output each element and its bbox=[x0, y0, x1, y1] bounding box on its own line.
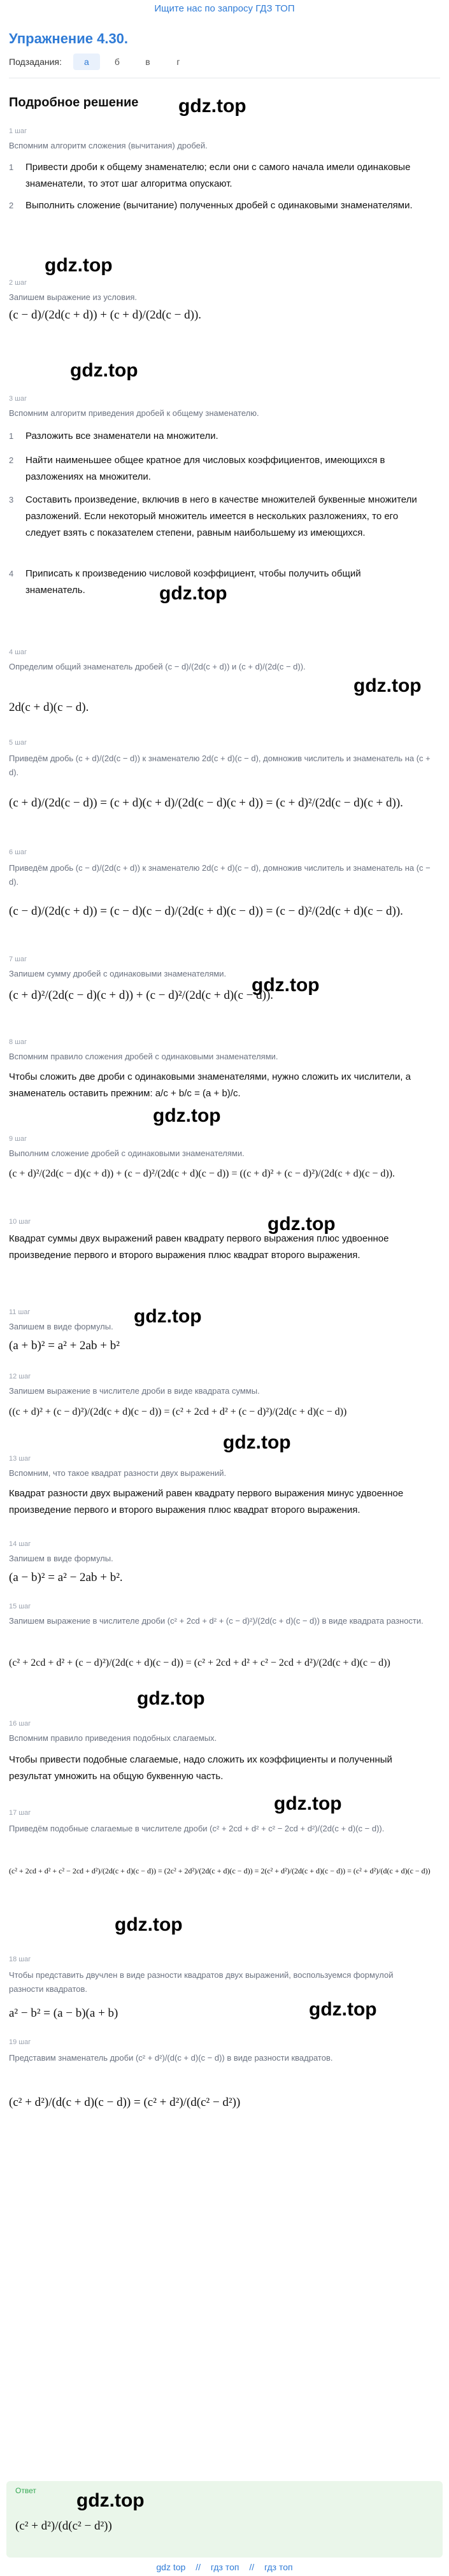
search-hint-link[interactable]: Ищите нас по запросу ГДЗ ТОП bbox=[154, 3, 295, 14]
watermark: gdz.top bbox=[76, 2490, 145, 2511]
step-label: 12 шаг bbox=[9, 1373, 31, 1380]
tab-subtask-g[interactable]: г bbox=[176, 57, 180, 67]
formula: (c − d)/(2d(c + d)) + (c + d)/(2d(c − d)). bbox=[9, 308, 202, 322]
watermark: gdz.top bbox=[45, 255, 113, 276]
tab-subtask-a[interactable]: а bbox=[73, 54, 100, 70]
list-item-text: Выполнить сложение (вычитание) полученных дробей с одинаковыми знаменателями. bbox=[25, 200, 413, 211]
step-label: 8 шаг bbox=[9, 1038, 27, 1046]
watermark: gdz.top bbox=[252, 975, 320, 996]
step-label: 1 шаг bbox=[9, 127, 27, 135]
step-text: Вспомним правило сложения дробей с одинаковыми знаменателями. bbox=[9, 1052, 278, 1061]
step-text: Приведём дробь (c − d)/(2d(c + d)) к знаменателю 2d(c + d)(c − d), домножив числитель и знаменатель на (c − d). bbox=[9, 863, 431, 887]
list-item: 4 Приписать к произведению числовой коэффициент, чтобы получить общий знаменатель. bbox=[9, 566, 429, 599]
step-label: 6 шаг bbox=[9, 848, 27, 856]
step-label: 10 шаг bbox=[9, 1218, 31, 1226]
step-text: Запишем выражение из условия. bbox=[9, 292, 137, 302]
step-text: Приведём подобные слагаемые в числителе дроби (c² + 2cd + d² + c² − 2cd + d²)/(2d(c + d)(c − d)). bbox=[9, 1824, 385, 1833]
subtask-tabs bbox=[73, 54, 192, 70]
step-text: Запишем в виде формулы. bbox=[9, 1554, 113, 1563]
formula: 2d(c + d)(c − d). bbox=[9, 701, 89, 714]
solution-title: Подробное решение bbox=[9, 96, 139, 110]
watermark: gdz.top bbox=[134, 1306, 202, 1327]
step-text: Вспомним алгоритм сложения (вычитания) дробей. bbox=[9, 141, 208, 150]
footer-link[interactable]: гдз топ bbox=[210, 2562, 239, 2572]
answer-label: Ответ bbox=[15, 2486, 36, 2495]
watermark: gdz.top bbox=[70, 360, 138, 381]
step-text: Вспомним алгоритм приведения дробей к общему знаменателю. bbox=[9, 408, 259, 418]
watermark: gdz.top bbox=[353, 675, 422, 696]
footer-separator: // bbox=[196, 2562, 201, 2572]
step-label: 15 шаг bbox=[9, 1603, 31, 1610]
watermark: gdz.top bbox=[309, 1999, 377, 2020]
step-text: Приведём дробь (c + d)/(2d(c − d)) к знаменателю 2d(c + d)(c − d), домножив числитель и знаменатель на (c + d). bbox=[9, 754, 431, 777]
step-text: Вспомним правило приведения подобных слагаемых. bbox=[9, 1733, 217, 1743]
step-text: Запишем выражение в числителе дроби (c² + 2cd + d² + (c − d)²)/(2d(c + d)(c − d)) в виде квадрата разности. bbox=[9, 1616, 424, 1626]
top-banner bbox=[0, 0, 449, 17]
rule-text: Чтобы привести подобные слагаемые, надо сложить их коэффициенты и полученный результат умножить на общую буквенную часть. bbox=[9, 1754, 392, 1782]
list-item: 3 Составить произведение, включив в него в качестве множителей буквенные множители разложений. Если некоторый множитель имеется в нескольких разложениях, то его следует взять с показателем степени, равным наибольшему из имеющихся. bbox=[9, 492, 429, 541]
step-label: 3 шаг bbox=[9, 395, 27, 403]
watermark: gdz.top bbox=[267, 1213, 336, 1234]
footer-link[interactable]: gdz top bbox=[156, 2562, 186, 2572]
watermark: gdz.top bbox=[178, 96, 246, 117]
step-text: Запишем в виде формулы. bbox=[9, 1322, 113, 1331]
formula: a² − b² = (a − b)(a + b) bbox=[9, 2007, 118, 2020]
list-item-text: Найти наименьшее общее кратное для числовых коэффициентов, имеющихся в разложениях на множители. bbox=[25, 455, 385, 482]
list-item: 2 Найти наименьшее общее кратное для числовых коэффициентов, имеющихся в разложениях на множители. bbox=[9, 452, 429, 485]
formula: (a − b)² = a² − 2ab + b². bbox=[9, 1571, 123, 1584]
list-item-text: Разложить все знаменатели на множители. bbox=[25, 431, 218, 441]
watermark: gdz.top bbox=[137, 1688, 205, 1709]
step-label: 13 шаг bbox=[9, 1455, 31, 1463]
formula: (c + d)²/(2d(c − d)(c + d)) + (c − d)²/(2d(c + d)(c − d)) = ((c + d)² + (c − d)²)/(2d(c + d)(c − d)). bbox=[9, 1168, 396, 1179]
formula: (c² + 2cd + d² + (c − d)²)/(2d(c + d)(c − d)) = (c² + 2cd + d² + c² − 2cd + d²)/(2d(c + d)(c − d)) bbox=[9, 1657, 390, 1668]
list-item: 2 Выполнить сложение (вычитание) полученных дробей с одинаковыми знаменателями. bbox=[9, 197, 429, 214]
answer-formula: (c² + d²)/(d(c² − d²)) bbox=[15, 2519, 112, 2533]
step-label: 17 шаг bbox=[9, 1809, 31, 1817]
step-label: 7 шаг bbox=[9, 955, 27, 963]
watermark: gdz.top bbox=[159, 583, 227, 604]
subtasks-label: Подзадания: bbox=[9, 57, 62, 67]
page-title: Упражнение 4.30. bbox=[9, 31, 129, 47]
formula: ((c + d)² + (c − d)²)/(2d(c + d)(c − d)) = (c² + 2cd + d² + (c − d)²)/(2d(c + d)(c − d)) bbox=[9, 1406, 347, 1417]
watermark: gdz.top bbox=[274, 1793, 342, 1814]
step-label: 18 шаг bbox=[9, 1956, 31, 1963]
step-text: Запишем сумму дробей с одинаковыми знаменателями. bbox=[9, 969, 227, 978]
watermark: gdz.top bbox=[115, 1914, 183, 1935]
rule-text: Чтобы сложить две дроби с одинаковыми знаменателями, нужно сложить их числители, а знаменатель оставить прежним: a/c + b/c = (a + b)/c. bbox=[9, 1071, 411, 1099]
subtasks-bar bbox=[9, 54, 192, 70]
formula: (a + b)² = a² + 2ab + b² bbox=[9, 1339, 120, 1352]
formula: (c − d)/(2d(c + d)) = (c − d)(c − d)/(2d(c + d)(c − d)) = (c − d)²/(2d(c + d)(c − d)). bbox=[9, 905, 403, 918]
step-label: 5 шаг bbox=[9, 739, 27, 747]
formula: (c² + d²)/(d(c + d)(c − d)) = (c² + d²)/(d(c² − d²)) bbox=[9, 2096, 241, 2109]
step-label: 4 шаг bbox=[9, 648, 27, 656]
list-item-text: Составить произведение, включив в него в качестве множителей буквенные множители разложений. Если некоторый множитель имеется в нескольких разложениях, то его следует взять с показателем степени, равным наибольшему из имеющихся. bbox=[25, 494, 417, 538]
step-text: Вспомним, что такое квадрат разности двух выражений. bbox=[9, 1468, 227, 1478]
watermark: gdz.top bbox=[153, 1105, 221, 1126]
footer-link[interactable]: гдз топ bbox=[264, 2562, 293, 2572]
step-label: 2 шаг bbox=[9, 279, 27, 287]
formula: (c + d)/(2d(c − d)) = (c + d)(c + d)/(2d(c − d)(c + d)) = (c + d)²/(2d(c − d)(c + d)). bbox=[9, 796, 403, 810]
formula: (c² + 2cd + d² + c² − 2cd + d²)/(2d(c + d)(c − d)) = (2c² + 2d²)/(2d(c + d)(c − d)) = 2(c² + d²)/(2d(c + d)(c − d)) = (c² + d²)/(d(c + d)(c − d)) bbox=[9, 1866, 431, 1875]
rule-text: Квадрат суммы двух выражений равен квадрату первого выражения плюс удвоенное произведение первого и второго выражения плюс квадрат второго выражения. bbox=[9, 1233, 389, 1261]
footer-links bbox=[0, 2562, 449, 2572]
step-label: 16 шаг bbox=[9, 1720, 31, 1728]
list-item-text: Привести дроби к общему знаменателю; если они с самого начала имели одинаковые знаменатели, то этот шаг алгоритма опускают. bbox=[25, 162, 411, 189]
step-text: Представим знаменатель дроби (c² + d²)/(d(c + d)(c − d)) в виде разности квадратов. bbox=[9, 2053, 333, 2063]
step-label: 11 шаг bbox=[9, 1308, 31, 1316]
rule-text: Квадрат разности двух выражений равен квадрату первого выражения минус удвоенное произведение первого и второго выражения плюс квадрат второго выражения. bbox=[9, 1488, 404, 1515]
step-text: Чтобы представить двучлен в виде разности квадратов двух выражений, воспользуемся формулой разности квадратов. bbox=[9, 1970, 394, 1994]
step-text: Запишем выражение в числителе дроби в виде квадрата суммы. bbox=[9, 1386, 260, 1396]
step-label: 19 шаг bbox=[9, 2038, 31, 2046]
list-item: 1 Разложить все знаменатели на множители. bbox=[9, 428, 429, 445]
step-text: Определим общий знаменатель дробей (c − d)/(2d(c + d)) и (c + d)/(2d(c − d)). bbox=[9, 662, 306, 671]
tab-subtask-b[interactable]: б bbox=[114, 57, 120, 67]
tab-subtask-v[interactable]: в bbox=[145, 57, 150, 67]
answer-box bbox=[6, 2481, 443, 2558]
step-label: 14 шаг bbox=[9, 1540, 31, 1548]
step-text: Выполним сложение дробей с одинаковыми знаменателями. bbox=[9, 1148, 245, 1158]
list-item-text: Приписать к произведению числовой коэффициент, чтобы получить общий знаменатель. bbox=[25, 568, 361, 596]
step-label: 9 шаг bbox=[9, 1135, 27, 1143]
watermark: gdz.top bbox=[223, 1432, 291, 1453]
formula: (c + d)²/(2d(c − d)(c + d)) + (c − d)²/(2d(c + d)(c − d)). bbox=[9, 989, 274, 1002]
list-item: 1 Привести дроби к общему знаменателю; если они с самого начала имели одинаковые знаменатели, то этот шаг алгоритма опускают. bbox=[9, 159, 429, 192]
footer-separator: // bbox=[249, 2562, 255, 2572]
